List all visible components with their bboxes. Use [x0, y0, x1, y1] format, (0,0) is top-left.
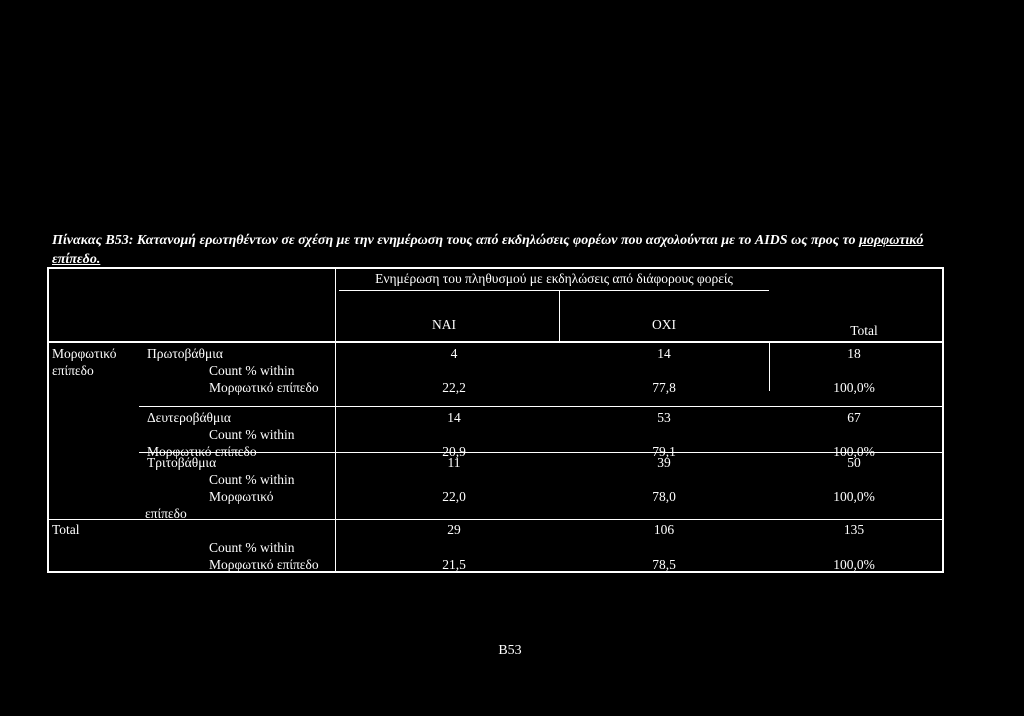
cell-pct-no: 78,0 [652, 489, 676, 504]
cell-count-no: 53 [657, 410, 671, 425]
no-total-divider [769, 341, 770, 391]
crosstab-table [47, 267, 944, 573]
cell-count-total: 18 [847, 346, 861, 361]
row-stat-line1: Count % within [209, 363, 295, 378]
row-stat-line3: επίπεδο [145, 506, 187, 521]
cell-pct-total: 100,0% [833, 444, 875, 459]
row-variable-label-1: Μορφωτικό [52, 346, 117, 361]
col-header-total: Total [850, 323, 878, 338]
total-count-total: 135 [843, 522, 865, 537]
header-bottom-rule [49, 341, 942, 343]
row-variable-label-2: επίπεδο [52, 363, 94, 378]
row-label-secondary: Δευτεροβάθμια [147, 410, 231, 425]
group-header: Ενημέρωση του πληθυσμού με εκδηλώσεις από διάφορους φορείς [375, 271, 733, 286]
cell-count-total: 67 [847, 410, 861, 425]
col-header-yes: ΝΑΙ [432, 317, 456, 332]
cell-pct-yes: 22,2 [442, 380, 466, 395]
total-count-yes: 29 [447, 522, 461, 537]
caption-text: Πίνακας Β53: Κατανομή ερωτηθέντων σε σχέση με την ενημέρωση τους από εκδηλώσεις φορέων που ασχολούνται με το AIDS ως προς το [52, 233, 856, 248]
row-separator-1 [139, 406, 942, 407]
cell-pct-yes: 20,9 [442, 444, 466, 459]
total-pct-total: 100,0% [833, 557, 875, 572]
header-underline [339, 290, 769, 291]
total-count-no: 106 [653, 522, 675, 537]
cell-count-no: 14 [657, 346, 671, 361]
row-stat-line2: Μορφωτικό επίπεδο [147, 444, 257, 459]
row-label-primary: Πρωτοβάθμια [147, 346, 223, 361]
cell-count-yes: 4 [450, 346, 458, 361]
cell-pct-no: 77,8 [652, 380, 676, 395]
cell-count-yes: 14 [447, 410, 461, 425]
label-column-divider [335, 269, 336, 571]
yes-no-divider [559, 291, 560, 341]
row-stat-line1: Count % within [209, 472, 295, 487]
cell-count-total: 50 [847, 455, 861, 470]
table-caption [52, 231, 952, 269]
row-stat-line1: Count % within [209, 427, 295, 442]
caption-underlined-text: μορφωτικό επίπεδο. [52, 233, 924, 267]
col-header-no: ΟΧΙ [652, 317, 676, 332]
cell-pct-yes: 22,0 [442, 489, 466, 504]
total-stat-line1: Count % within [209, 540, 295, 555]
total-pct-yes: 21,5 [442, 557, 466, 572]
cell-count-yes: 11 [447, 455, 461, 470]
total-pct-no: 78,5 [652, 557, 676, 572]
total-stat-line2: Μορφωτικό επίπεδο [209, 557, 319, 572]
page-number: B53 [498, 643, 522, 658]
row-stat-line2: Μορφωτικό [209, 489, 274, 504]
cell-pct-no: 79,1 [652, 444, 676, 459]
total-row-label: Total [52, 522, 80, 537]
row-label-tertiary: Τριτοβάθμια [147, 455, 217, 470]
cell-pct-total: 100,0% [833, 380, 875, 395]
cell-pct-total: 100,0% [833, 489, 875, 504]
cell-count-no: 39 [657, 455, 671, 470]
row-stat-line2: Μορφωτικό επίπεδο [209, 380, 319, 395]
